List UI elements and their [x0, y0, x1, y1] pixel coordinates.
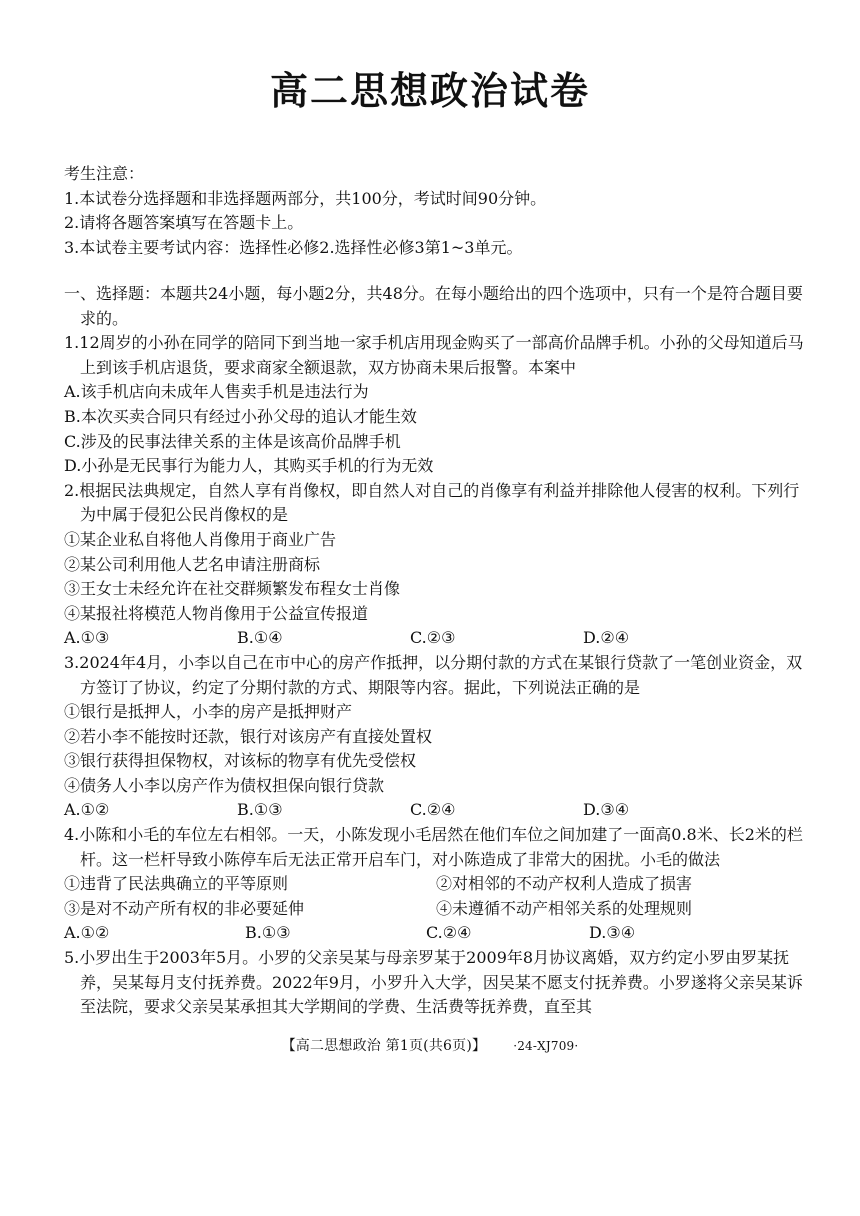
notice-item: 2.请将各题答案填写在答题卡上。: [64, 213, 304, 233]
answer-options: [64, 921, 804, 946]
statement-row: [64, 872, 804, 897]
option-c: C.②③: [410, 628, 456, 648]
option-a: A.①②: [64, 800, 110, 820]
notice-item: 3.本试卷主要考试内容：选择性必修2.选择性必修3第1~3单元。: [64, 237, 523, 257]
candidate-notice: [64, 162, 804, 260]
question-5: [64, 946, 804, 1020]
statement-item: ②对相邻的不动产权利人造成了损害: [436, 874, 693, 894]
page-footer: [0, 1035, 860, 1055]
option-b: B.①③: [245, 923, 291, 943]
question-stem: 2.根据民法典规定，自然人享有肖像权，即自然人对自己的肖像享有利益并排除他人侵害的权利。下列行为中属于侵犯公民肖像权的是: [64, 480, 800, 525]
statement-item: ④未遵循不动产相邻关系的处理规则: [436, 898, 693, 918]
question-4: [64, 823, 804, 946]
exam-content: [64, 282, 804, 1020]
option-d: D.③④: [589, 923, 636, 943]
choice-c: C.涉及的民事法律关系的主体是该高价品牌手机: [64, 431, 401, 451]
statement-row: [64, 897, 804, 922]
choice-b: B.本次买卖合同只有经过小孙父母的追认才能生效: [64, 406, 417, 426]
footer-page-label: 【高二思想政治 第1页(共6页)】: [281, 1038, 480, 1054]
option-b: B.①④: [237, 628, 283, 648]
answer-options: [64, 626, 804, 651]
statement-item: ①违背了民法典确立的平等原则: [64, 874, 289, 894]
statement-item: ①银行是抵押人，小李的房产是抵押财产: [64, 702, 353, 722]
notice-heading: 考生注意：: [64, 164, 145, 183]
section-heading: 一、选择题：本题共24小题，每小题2分，共48分。在每小题给出的四个选项中，只有一个是符合题目要求的。: [64, 284, 803, 328]
option-c: C.②④: [426, 923, 472, 943]
question-3: [64, 651, 804, 823]
notice-item: 1.本试卷分选择题和非选择题两部分，共100分，考试时间90分钟。: [64, 188, 547, 208]
answer-options: [64, 798, 804, 823]
question-1: [64, 331, 804, 479]
statement-item: ②若小李不能按时还款，银行对该房产有直接处置权: [64, 726, 433, 746]
statement-item: ④某报社将模范人物肖像用于公益宣传报道: [64, 603, 369, 623]
choice-d: D.小孙是无民事行为能力人，其购买手机的行为无效: [64, 456, 434, 476]
question-2: [64, 479, 804, 651]
statement-item: ④债务人小李以房产作为债权担保向银行贷款: [64, 775, 385, 795]
exam-title: 高二思想政治试卷: [269, 69, 590, 113]
option-a: A.①③: [64, 628, 110, 648]
question-stem: 1.12周岁的小孙在同学的陪同下到当地一家手机店用现金购买了一部高价品牌手机。小孙的父母知道后马上到该手机店退货，要求商家全额退款，双方协商未果后报警。本案中: [64, 333, 804, 377]
question-stem: 4.小陈和小毛的车位左右相邻。一天，小陈发现小毛居然在他们车位之间加建了一面高0.8米、长2米的栏杆。这一栏杆导致小陈停车后无法正常开启车门，对小陈造成了非常大的困扰。小毛的做法: [64, 825, 803, 869]
choice-a: A.该手机店向未成年人售卖手机是违法行为: [64, 382, 369, 402]
footer-exam-code: ·24-XJ709·: [513, 1039, 579, 1053]
statement-item: ③银行获得担保物权，对该标的物享有优先受偿权: [64, 751, 417, 771]
statement-item: ③是对不动产所有权的非必要延伸: [64, 898, 305, 918]
option-d: D.②④: [583, 628, 630, 648]
statement-item: ②某公司利用他人艺名申请注册商标: [64, 554, 321, 574]
option-b: B.①③: [237, 800, 283, 820]
option-d: D.③④: [583, 800, 630, 820]
option-c: C.②④: [410, 800, 456, 820]
question-stem: 3.2024年4月，小李以自己在市中心的房产作抵押，以分期付款的方式在某银行贷款了一笔创业资金，双方签订了协议，约定了分期付款的方式、期限等内容。据此，下列说法正确的是: [64, 652, 803, 697]
question-stem: 5.小罗出生于2003年5月。小罗的父亲吴某与母亲罗某于2009年8月协议离婚，双方约定小罗由罗某抚养，吴某每月支付抚养费。2022年9月，小罗升入大学，因吴某不愿支付抚养费。小罗遂将父亲吴某诉至法院，要求父亲吴某承担其大学期间的学费、生活费等抚养费，直至其: [64, 948, 803, 1017]
statement-item: ③王女士未经允许在社交群频繁发布程女士肖像: [64, 579, 401, 599]
option-a: A.①②: [64, 923, 110, 943]
statement-item: ①某企业私自将他人肖像用于商业广告: [64, 529, 337, 549]
